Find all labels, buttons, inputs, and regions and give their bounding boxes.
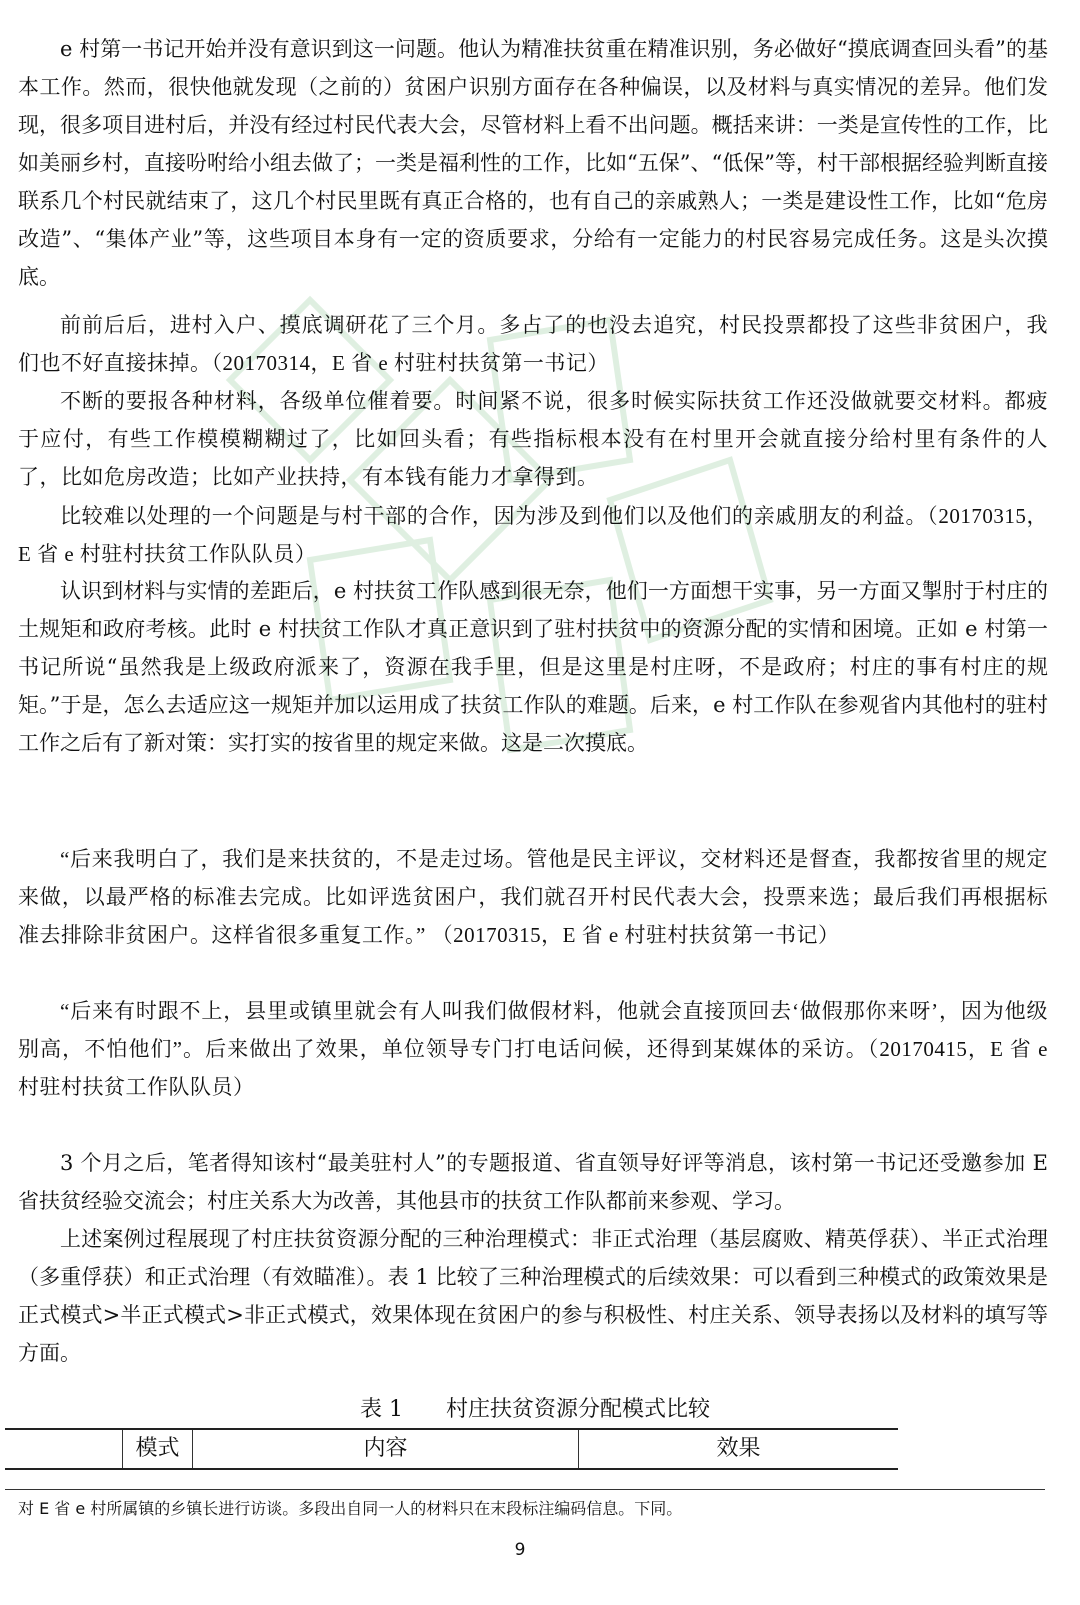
paragraph-three-modes: 上述案例过程展现了村庄扶贫资源分配的三种治理模式：非正式治理（基层腐败、精英俘获）、半正式治理（多重俘获）和正式治理（有效瞄准）。表 1 比较了三种治理模式的后续效果：可以看到三种模式的政策效果是正式模式>半正式模式>非正式模式，效果体现在贫困户的参与积极性、村庄关系、领导表扬以及材料的填写等方面。 [18,1227,1048,1365]
footnote-divider [5,1489,1045,1490]
header-cell-blank [5,1430,122,1468]
page-number: 9 [514,1540,526,1560]
quote-strict-standard: “后来我明白了，我们是来扶贫的，不是走过场。管他是民主评议，交材料还是督查，我都按省里的规定来做，以最严格的标准去完成。比如评选贫困户，我们就召开村民代表大会，投票来选；最后我们再根据标准去排除非贫困户。这样省很多重复工作。” （20170315，E 省 e 村驻村扶贫第一书记） [18,847,1048,947]
quote-fake-materials: “后来有时跟不上，县里或镇里就会有人叫我们做假材料，他就会直接顶回去‘做假那你来呀’，因为他级别高，不怕他们”。后来做出了效果，单位领导专门打电话问候，还得到某媒体的采访。（20170415，E 省 e 村驻村扶贫工作队队员） [18,999,1048,1099]
comparison-table [5,1428,898,1470]
paragraph-three-months: 3 个月之后，笔者得知该村“最美驻村人”的专题报道、省直领导好评等消息，该村第一书记还受邀参加 E 省扶贫经验交流会；村庄关系大为改善，其他县市的扶贫工作队都前来参观、学习。 [18,1151,1048,1213]
paragraph-case-intro: e 村第一书记开始并没有意识到这一问题。他认为精准扶贫重在精准识别，务必做好“摸底调查回头看”的基本工作。然而，很快他就发现（之前的）贫困户识别方面存在各种偏误，以及材料与真实情况的差异。他们发现，很多项目进村后，并没有经过村民代表大会，尽管材料上看不出问题。概括来讲：一类是宣传性的工作，比如美丽乡村，直接吩咐给小组去做了；一类是福利性的工作，比如“五保”、“低保”等，村干部根据经验判断直接联系几个村民就结束了，这几个村民里既有真正合格的，也有自己的亲戚熟人；一类是建设性工作，比如“危房改造”、“集体产业”等，这些项目本身有一定的资质要求，分给有一定能力的村民容易完成任务。这是头次摸底。 [18,37,1048,289]
table-caption-title: 村庄扶贫资源分配模式比较 [446,1397,711,1422]
header-cell-content: 内容 [192,1430,578,1468]
header-cell-effect: 效果 [578,1430,898,1468]
quote-first-secretary: 前前后后，进村入户、摸底调研花了三个月。多占了的也没去追究，村民投票都投了这些非贫困户，我们也不好直接抹掉。（20170314，E 省 e 村驻村扶贫第一书记） [18,313,1048,375]
table-header-row [5,1430,898,1468]
table-caption-number: 表 1 [360,1397,403,1422]
quote-village-cadres: 比较难以处理的一个问题是与村干部的合作，因为涉及到他们以及他们的亲戚朋友的利益。（20170315，E 省 e 村驻村扶贫工作队队员） [18,504,1048,566]
header-cell-mode: 模式 [122,1430,192,1468]
footnote: 对 E 省 e 村所属镇的乡镇长进行访谈。多段出自同一人的材料只在末段标注编码信息。下同。 [18,1499,683,1518]
quote-materials: 不断的要报各种材料，各级单位催着要。时间紧不说，很多时候实际扶贫工作还没做就要交材料。都疲于应付，有些工作模模糊糊过了，比如回头看；有些指标根本没有在村里开会就直接分给村里有条件的人了，比如危房改造；比如产业扶持，有本钱有能力才拿得到。 [18,389,1048,489]
table-caption [360,1394,860,1426]
paragraph-second-survey: 认识到材料与实情的差距后，e 村扶贫工作队感到很无奈，他们一方面想干实事，另一方面又掣肘于村庄的土规矩和政府考核。此时 e 村扶贫工作队才真正意识到了驻村扶贫中的资源分配的实情和困境。正如 e 村第一书记所说“虽然我是上级政府派来了，资源在我手里，但是这里是村庄呀，不是政府；村庄的事有村庄的规矩。”于是，怎么去适应这一规矩并加以运用成了扶贫工作队的难题。后来，e 村工作队在参观省内其他村的驻村工作之后有了新对策：实打实的按省里的规定来做。这是二次摸底。 [18,579,1048,755]
